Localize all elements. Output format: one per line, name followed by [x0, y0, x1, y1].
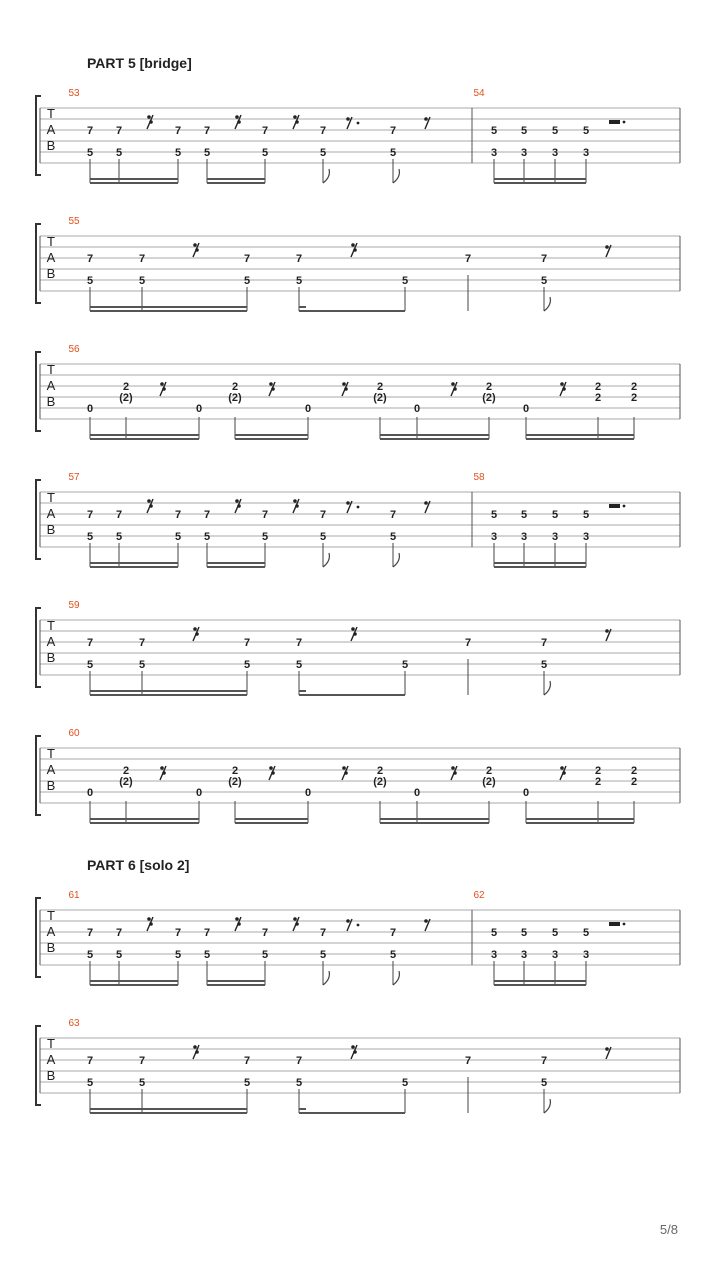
- note-flag: [544, 681, 550, 695]
- fret-number: 5: [261, 949, 269, 961]
- fret-number: 5: [490, 509, 498, 521]
- fret-number: (2): [482, 776, 496, 788]
- sixteenth-rest-dot: [344, 387, 348, 391]
- sixteenth-rest-dot: [149, 922, 153, 926]
- fret-number: 3: [582, 147, 590, 159]
- sixteenth-rest-dot: [562, 771, 566, 775]
- tab-letter-b: B: [46, 940, 56, 955]
- measure-number: 56: [68, 344, 80, 355]
- fret-number: 3: [551, 949, 559, 961]
- sixteenth-rest-dot: [271, 771, 275, 775]
- page-number: 5/8: [659, 1222, 678, 1237]
- fret-number: 7: [464, 253, 472, 265]
- measure-number: 58: [473, 472, 485, 483]
- sixteenth-rest-dot: [293, 499, 297, 503]
- eighth-rest-dot: [346, 501, 350, 505]
- measure-number: 53: [68, 88, 80, 99]
- sixteenth-rest-dot: [147, 115, 151, 119]
- fret-number: 5: [319, 949, 327, 961]
- sixteenth-rest-dot: [562, 387, 566, 391]
- fret-number: 5: [295, 659, 303, 671]
- fret-number: 7: [319, 927, 327, 939]
- fret-number: 5: [520, 509, 528, 521]
- fret-number: 0: [304, 787, 312, 799]
- fret-number: 7: [389, 509, 397, 521]
- fret-number: 5: [261, 147, 269, 159]
- fret-number: 2: [594, 765, 602, 777]
- fret-number: 2: [485, 765, 493, 777]
- sixteenth-rest-dot: [353, 248, 357, 252]
- sixteenth-rest-dot: [351, 1045, 355, 1049]
- note-flag: [393, 971, 399, 985]
- dot: [357, 924, 360, 927]
- tab-letter-t: T: [47, 746, 55, 761]
- tab-letter-t: T: [47, 1036, 55, 1051]
- fret-number: 5: [582, 125, 590, 137]
- fret-number: 5: [86, 275, 94, 287]
- fret-number: 5: [520, 927, 528, 939]
- sixteenth-rest-dot: [295, 922, 299, 926]
- fret-number: 3: [582, 531, 590, 543]
- tab-letter-b: B: [46, 778, 56, 793]
- tab-system-2: [0, 212, 720, 322]
- fret-number: 3: [490, 949, 498, 961]
- fret-number: 7: [389, 125, 397, 137]
- fret-number: 7: [319, 125, 327, 137]
- sixteenth-rest-dot: [451, 766, 455, 770]
- sixteenth-rest-dot: [149, 120, 153, 124]
- fret-number: 7: [319, 509, 327, 521]
- fret-number: (2): [373, 392, 387, 404]
- tab-letter-b: B: [46, 1068, 56, 1083]
- fret-number: 0: [195, 787, 203, 799]
- fret-number: 7: [115, 509, 123, 521]
- tab-system-3: [0, 340, 720, 450]
- sixteenth-rest-dot: [235, 115, 239, 119]
- dot: [623, 121, 626, 124]
- fret-number: 7: [261, 509, 269, 521]
- fret-number: 0: [413, 787, 421, 799]
- fret-number: 5: [203, 147, 211, 159]
- measure-number: 54: [473, 88, 485, 99]
- sixteenth-rest-dot: [293, 917, 297, 921]
- sixteenth-rest-dot: [160, 382, 164, 386]
- fret-number: 5: [174, 949, 182, 961]
- fret-number: 5: [86, 147, 94, 159]
- tab-letter-a: A: [46, 1052, 56, 1067]
- measure-number: 55: [68, 216, 80, 227]
- fret-number: 5: [115, 531, 123, 543]
- fret-number: 3: [551, 147, 559, 159]
- sixteenth-rest-dot: [271, 387, 275, 391]
- note-flag: [393, 169, 399, 183]
- note-flag: [544, 297, 550, 311]
- sixteenth-rest-dot: [237, 504, 241, 508]
- fret-number: 5: [86, 949, 94, 961]
- fret-number: 5: [319, 531, 327, 543]
- fret-number: 7: [389, 927, 397, 939]
- dot: [623, 923, 626, 926]
- sixteenth-rest-dot: [453, 387, 457, 391]
- fret-number: 5: [138, 275, 146, 287]
- fret-number: 3: [520, 949, 528, 961]
- section-title-part6: PART 6 [solo 2]: [87, 857, 190, 873]
- fret-number: (2): [119, 776, 133, 788]
- fret-number: 5: [401, 659, 409, 671]
- fret-number: 5: [582, 927, 590, 939]
- fret-number: (2): [373, 776, 387, 788]
- fret-number: 7: [86, 1055, 94, 1067]
- fret-number: 5: [319, 147, 327, 159]
- fret-number: 0: [522, 787, 530, 799]
- fret-number: 2: [630, 776, 638, 788]
- fret-number: 5: [203, 949, 211, 961]
- section-title-part5: PART 5 [bridge]: [87, 55, 192, 71]
- fret-number: 5: [295, 1077, 303, 1089]
- fret-number: 7: [295, 637, 303, 649]
- eighth-rest-dot: [605, 629, 609, 633]
- fret-number: 3: [520, 531, 528, 543]
- fret-number: 2: [231, 381, 239, 393]
- tab-letter-b: B: [46, 522, 56, 537]
- fret-number: 5: [389, 531, 397, 543]
- sixteenth-rest-dot: [237, 120, 241, 124]
- fret-number: 5: [490, 927, 498, 939]
- fret-number: 5: [520, 125, 528, 137]
- sixteenth-rest-dot: [344, 771, 348, 775]
- tab-letter-b: B: [46, 138, 56, 153]
- fret-number: 7: [174, 927, 182, 939]
- fret-number: 7: [540, 637, 548, 649]
- note-flag: [393, 553, 399, 567]
- fret-number: 7: [86, 637, 94, 649]
- fret-number: 5: [243, 275, 251, 287]
- fret-number: 7: [295, 253, 303, 265]
- sixteenth-rest-dot: [342, 382, 346, 386]
- fret-number: 7: [86, 509, 94, 521]
- fret-number: 5: [490, 125, 498, 137]
- sixteenth-rest-dot: [195, 248, 199, 252]
- sixteenth-rest-dot: [235, 917, 239, 921]
- fret-number: 3: [490, 531, 498, 543]
- half-rest: [609, 922, 620, 926]
- fret-number: 7: [86, 253, 94, 265]
- fret-number: 5: [174, 147, 182, 159]
- fret-number: 2: [376, 765, 384, 777]
- fret-number: 0: [195, 403, 203, 415]
- sixteenth-rest-dot: [351, 243, 355, 247]
- eighth-rest-dot: [424, 501, 428, 505]
- fret-number: 5: [389, 949, 397, 961]
- fret-number: 7: [86, 927, 94, 939]
- fret-number: (2): [482, 392, 496, 404]
- fret-number: 7: [464, 637, 472, 649]
- fret-number: 7: [138, 253, 146, 265]
- fret-number: 7: [540, 1055, 548, 1067]
- fret-number: 5: [389, 147, 397, 159]
- measure-number: 63: [68, 1018, 80, 1029]
- fret-number: 2: [231, 765, 239, 777]
- sixteenth-rest-dot: [560, 382, 564, 386]
- fret-number: 2: [485, 381, 493, 393]
- fret-number: 5: [401, 275, 409, 287]
- sixteenth-rest-dot: [149, 504, 153, 508]
- fret-number: 5: [551, 125, 559, 137]
- fret-number: 7: [203, 927, 211, 939]
- tab-system-1: [0, 84, 720, 194]
- fret-number: 5: [115, 147, 123, 159]
- fret-number: 5: [86, 531, 94, 543]
- fret-number: 7: [174, 509, 182, 521]
- tab-letter-t: T: [47, 362, 55, 377]
- fret-number: 5: [243, 1077, 251, 1089]
- tab-letter-b: B: [46, 650, 56, 665]
- fret-number: 7: [86, 125, 94, 137]
- fret-number: 7: [174, 125, 182, 137]
- sixteenth-rest-dot: [293, 115, 297, 119]
- fret-number: 0: [86, 403, 94, 415]
- eighth-rest-dot: [346, 117, 350, 121]
- sixteenth-rest-dot: [269, 382, 273, 386]
- fret-number: 0: [304, 403, 312, 415]
- sixteenth-rest-dot: [353, 632, 357, 636]
- fret-number: 2: [122, 381, 130, 393]
- eighth-rest-dot: [605, 245, 609, 249]
- fret-number: 3: [551, 531, 559, 543]
- note-flag: [323, 553, 329, 567]
- eighth-rest-dot: [424, 919, 428, 923]
- fret-number: 5: [582, 509, 590, 521]
- eighth-rest-dot: [605, 1047, 609, 1051]
- fret-number: 5: [243, 659, 251, 671]
- fret-number: 5: [174, 531, 182, 543]
- eighth-rest-dot: [346, 919, 350, 923]
- fret-number: 5: [86, 1077, 94, 1089]
- fret-number: 5: [138, 1077, 146, 1089]
- sixteenth-rest-dot: [237, 922, 241, 926]
- sixteenth-rest-dot: [351, 627, 355, 631]
- tab-system-6: [0, 724, 720, 834]
- measure-number: 62: [473, 890, 485, 901]
- measure-number: 59: [68, 600, 80, 611]
- fret-number: 2: [122, 765, 130, 777]
- dot: [357, 122, 360, 125]
- sixteenth-rest-dot: [453, 771, 457, 775]
- fret-number: 7: [261, 125, 269, 137]
- sixteenth-rest-dot: [193, 627, 197, 631]
- fret-number: 7: [261, 927, 269, 939]
- tab-letter-a: A: [46, 250, 56, 265]
- tab-system-5: [0, 596, 720, 706]
- fret-number: 7: [138, 637, 146, 649]
- tab-letter-a: A: [46, 506, 56, 521]
- dot: [623, 505, 626, 508]
- tab-letter-t: T: [47, 908, 55, 923]
- sixteenth-rest-dot: [269, 766, 273, 770]
- sixteenth-rest-dot: [162, 771, 166, 775]
- tab-system-4: [0, 468, 720, 578]
- fret-number: 7: [243, 253, 251, 265]
- eighth-rest-dot: [424, 117, 428, 121]
- fret-number: 7: [243, 1055, 251, 1067]
- fret-number: 2: [376, 381, 384, 393]
- sixteenth-rest-dot: [295, 504, 299, 508]
- sixteenth-rest-dot: [195, 632, 199, 636]
- fret-number: 7: [295, 1055, 303, 1067]
- half-rest: [609, 120, 620, 124]
- fret-number: 2: [630, 381, 638, 393]
- tab-system-8: [0, 1014, 720, 1124]
- fret-number: (2): [119, 392, 133, 404]
- sixteenth-rest-dot: [193, 1045, 197, 1049]
- fret-number: 7: [203, 509, 211, 521]
- sixteenth-rest-dot: [235, 499, 239, 503]
- fret-number: 0: [522, 403, 530, 415]
- fret-number: 5: [401, 1077, 409, 1089]
- sixteenth-rest-dot: [295, 120, 299, 124]
- sixteenth-rest-dot: [195, 1050, 199, 1054]
- note-flag: [323, 169, 329, 183]
- fret-number: 7: [203, 125, 211, 137]
- fret-number: 5: [115, 949, 123, 961]
- note-flag: [544, 1099, 550, 1113]
- sixteenth-rest-dot: [560, 766, 564, 770]
- sixteenth-rest-dot: [342, 766, 346, 770]
- tab-letter-a: A: [46, 924, 56, 939]
- fret-number: 7: [138, 1055, 146, 1067]
- fret-number: 5: [261, 531, 269, 543]
- tab-letter-a: A: [46, 762, 56, 777]
- fret-number: 5: [551, 927, 559, 939]
- fret-number: 3: [582, 949, 590, 961]
- fret-number: 0: [413, 403, 421, 415]
- dot: [357, 506, 360, 509]
- fret-number: 5: [138, 659, 146, 671]
- fret-number: (2): [228, 392, 242, 404]
- fret-number: 3: [490, 147, 498, 159]
- fret-number: 3: [520, 147, 528, 159]
- sixteenth-rest-dot: [162, 387, 166, 391]
- fret-number: 5: [540, 1077, 548, 1089]
- fret-number: 2: [594, 381, 602, 393]
- fret-number: 7: [540, 253, 548, 265]
- fret-number: 2: [594, 776, 602, 788]
- tab-letter-t: T: [47, 234, 55, 249]
- sixteenth-rest-dot: [451, 382, 455, 386]
- fret-number: 2: [594, 392, 602, 404]
- tab-system-7: [0, 886, 720, 996]
- fret-number: 7: [115, 927, 123, 939]
- tab-letter-t: T: [47, 106, 55, 121]
- fret-number: 5: [551, 509, 559, 521]
- fret-number: (2): [228, 776, 242, 788]
- fret-number: 5: [540, 275, 548, 287]
- tab-letter-b: B: [46, 394, 56, 409]
- fret-number: 2: [630, 392, 638, 404]
- note-flag: [323, 971, 329, 985]
- fret-number: 7: [115, 125, 123, 137]
- tab-letter-t: T: [47, 618, 55, 633]
- sixteenth-rest-dot: [147, 917, 151, 921]
- half-rest: [609, 504, 620, 508]
- tab-letter-a: A: [46, 378, 56, 393]
- sixteenth-rest-dot: [160, 766, 164, 770]
- measure-number: 57: [68, 472, 80, 483]
- tab-letter-a: A: [46, 634, 56, 649]
- fret-number: 2: [630, 765, 638, 777]
- sixteenth-rest-dot: [193, 243, 197, 247]
- fret-number: 0: [86, 787, 94, 799]
- tab-letter-a: A: [46, 122, 56, 137]
- tab-letter-b: B: [46, 266, 56, 281]
- fret-number: 5: [540, 659, 548, 671]
- measure-number: 60: [68, 728, 80, 739]
- sixteenth-rest-dot: [353, 1050, 357, 1054]
- measure-number: 61: [68, 890, 80, 901]
- fret-number: 5: [203, 531, 211, 543]
- fret-number: 5: [86, 659, 94, 671]
- fret-number: 7: [464, 1055, 472, 1067]
- fret-number: 7: [243, 637, 251, 649]
- fret-number: 5: [295, 275, 303, 287]
- sixteenth-rest-dot: [147, 499, 151, 503]
- tab-letter-t: T: [47, 490, 55, 505]
